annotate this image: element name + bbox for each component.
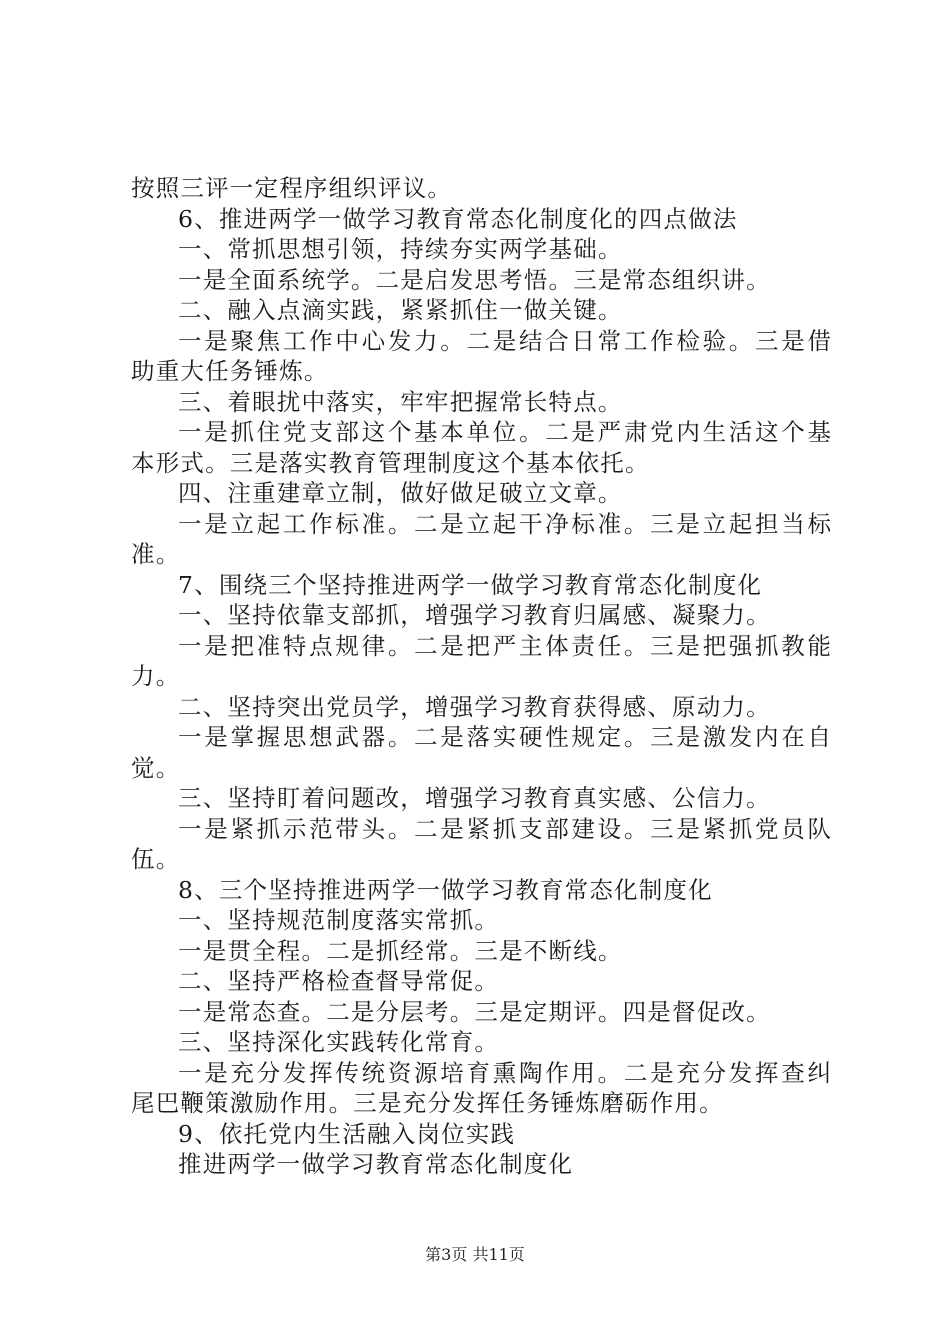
text-line: 伍。 <box>131 845 181 873</box>
text-line: 一、坚持依靠支部抓，增强学习教育归属感、凝聚力。 <box>178 601 771 629</box>
text-line: 尾巴鞭策激励作用。三是充分发挥任务锤炼磨砺作用。 <box>131 1089 724 1117</box>
text-line: 三、坚持深化实践转化常育。 <box>178 1028 500 1056</box>
text-line: 准。 <box>131 540 181 568</box>
text-line: 一是常态查。二是分层考。三是定期评。四是督促改。 <box>178 997 771 1026</box>
text-line: 一是贯全程。二是抓经常。三是不断线。 <box>178 936 623 965</box>
text-line: 力。 <box>131 662 181 690</box>
text-line: 觉。 <box>131 753 181 782</box>
text-line: 二、坚持突出党员学，增强学习教育获得感、原动力。 <box>178 692 771 721</box>
text-line: 按照三评一定程序组织评议。 <box>131 174 453 202</box>
text-line: 三、着眼扰中落实，牢牢把握常长特点。 <box>178 387 623 416</box>
text-line: 推进两学一做学习教育常态化制度化 <box>178 1150 574 1178</box>
page-footer: 第3页 共11页 <box>425 1245 525 1264</box>
text-line: 一是充分发挥传统资源培育熏陶作用。二是充分发挥查纠 <box>178 1058 831 1087</box>
text-line: 本形式。三是落实教育管理制度这个基本依托。 <box>131 448 650 477</box>
text-line: 一是把准特点规律。二是把严主体责任。三是把强抓教能 <box>178 631 831 660</box>
text-line: 二、坚持严格检查督导常促。 <box>178 967 500 995</box>
text-line: 9、依托党内生活融入岗位实践 <box>178 1119 516 1148</box>
text-line: 6、推进两学一做学习教育常态化制度化的四点做法 <box>178 204 738 233</box>
text-line: 一是全面系统学。二是启发思考悟。三是常态组织讲。 <box>178 265 771 294</box>
text-line: 8、三个坚持推进两学一做学习教育常态化制度化 <box>178 875 713 904</box>
text-line: 7、围绕三个坚持推进两学一做学习教育常态化制度化 <box>178 570 763 599</box>
text-line: 一是掌握思想武器。二是落实硬性规定。三是激发内在自 <box>178 723 831 751</box>
text-line: 助重大任务锤炼。 <box>131 357 329 385</box>
text-line: 四、注重建章立制，做好做足破立文章。 <box>178 479 623 507</box>
text-line: 二、融入点滴实践，紧紧抓住一做关键。 <box>178 296 623 324</box>
text-line: 一是聚焦工作中心发力。二是结合日常工作检验。三是借 <box>178 326 831 355</box>
text-line: 一是紧抓示范带头。二是紧抓支部建设。三是紧抓党员队 <box>178 814 831 843</box>
text-line: 一、常抓思想引领，持续夯实两学基础。 <box>178 235 623 263</box>
text-line: 三、坚持盯着问题改，增强学习教育真实感、公信力。 <box>178 784 771 812</box>
text-line: 一、坚持规范制度落实常抓。 <box>178 906 500 934</box>
text-line: 一是抓住党支部这个基本单位。二是严肃党内生活这个基 <box>178 418 831 446</box>
document-body <box>131 173 831 1180</box>
text-line: 一是立起工作标准。二是立起干净标准。三是立起担当标 <box>178 509 831 538</box>
